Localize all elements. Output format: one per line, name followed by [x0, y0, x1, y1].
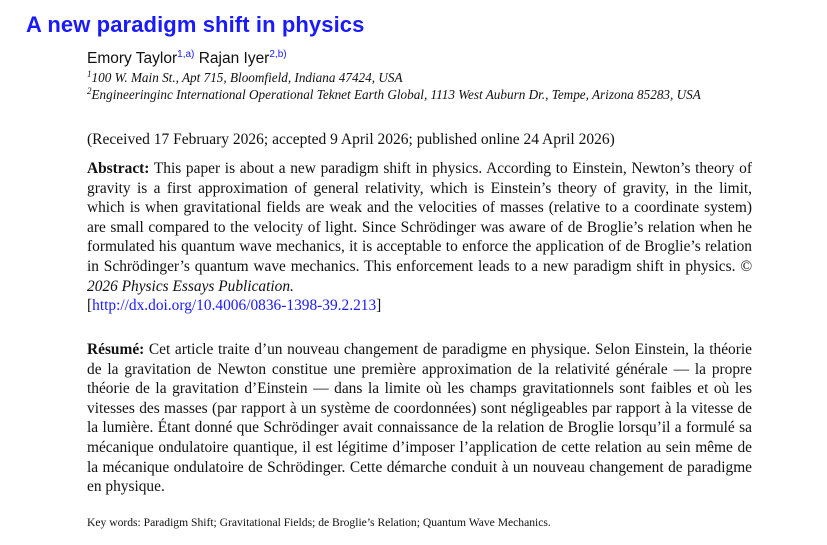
resume-paragraph: [87, 340, 752, 497]
author-name: Emory Taylor: [87, 50, 178, 67]
affiliation-text: Engineeringinc International Operational Teknet Earth Global, 1113 West Auburn Dr., Tempe, Arizona 85283, USA: [91, 87, 701, 102]
abstract-paragraph: [87, 159, 752, 316]
author-name: Rajan Iyer: [198, 50, 270, 67]
doi-bracket-open: [: [87, 297, 93, 315]
author-superscript: 1,a): [177, 49, 195, 60]
keywords: Key words: Paradigm Shift; Gravitational Fields; de Broglie’s Relation; Quantum Wave Mechanics.: [87, 516, 551, 529]
affiliation: [87, 69, 747, 86]
abstract-label: Abstract:: [87, 160, 150, 177]
affiliation-number: 2: [87, 86, 92, 96]
author-list: [87, 50, 287, 68]
paper-title: A new paradigm shift in physics: [26, 12, 365, 37]
copyright-notice: © 2026 Physics Essays Publication.: [87, 257, 752, 295]
author-superscript: 2,b): [269, 49, 287, 60]
affiliation-text: 100 W. Main St., Apt 715, Bloomfield, Indiana 47424, USA: [91, 70, 403, 85]
doi-link[interactable]: http://dx.doi.org/10.4006/0836-1398-39.2.213: [92, 297, 377, 315]
doi-bracket-close: ]: [376, 297, 382, 315]
publication-dates: (Received 17 February 2026; accepted 9 April 2026; published online 24 April 2026): [87, 131, 615, 148]
affiliation-number: 1: [87, 69, 92, 79]
resume-text: Cet article traite d’un nouveau changement de paradigme en physique. Selon Einstein, la théorie de la gravitation de Newton constitue une première approximation de la relativité générale — la propre théorie de la gravitation d’Einstein — dans la limite où les champs gravitationnels sont faibles et où les vitesses des masses (par rapport à un système de coordonnées) sont négligeables par rapport à la vitesse de la lumière. Étant donné que Schrödinger avait connaissance de la relation de Broglie lorsqu’il a formulé sa mécanique ondulatoire quantique, il est légitime d’imposer l’application de cette relation au sein même de la mécanique ondulatoire de Schrödinger. Cette démarche conduit à un nouveau changement de paradigme en physique.: [87, 341, 752, 496]
affiliation: [87, 86, 747, 103]
abstract-text: This paper is about a new paradigm shift in physics. According to Einstein, Newton’s theory of gravity is a first approximation of general relativity, which is Einstein’s theory of gravity, in the limit, which is when gravitational fields are weak and the velocities of masses (relative to a coordinate system) are small compared to the velocity of light. Since Schrödinger was aware of de Broglie’s relation when he formulated his quantum wave mechanics, it is acceptable to enforce the application of de Broglie’s relation in Schrödinger’s quantum wave mechanics. This enforcement leads to a new paradigm shift in physics.: [87, 160, 752, 275]
resume-label: Résumé:: [87, 341, 145, 358]
